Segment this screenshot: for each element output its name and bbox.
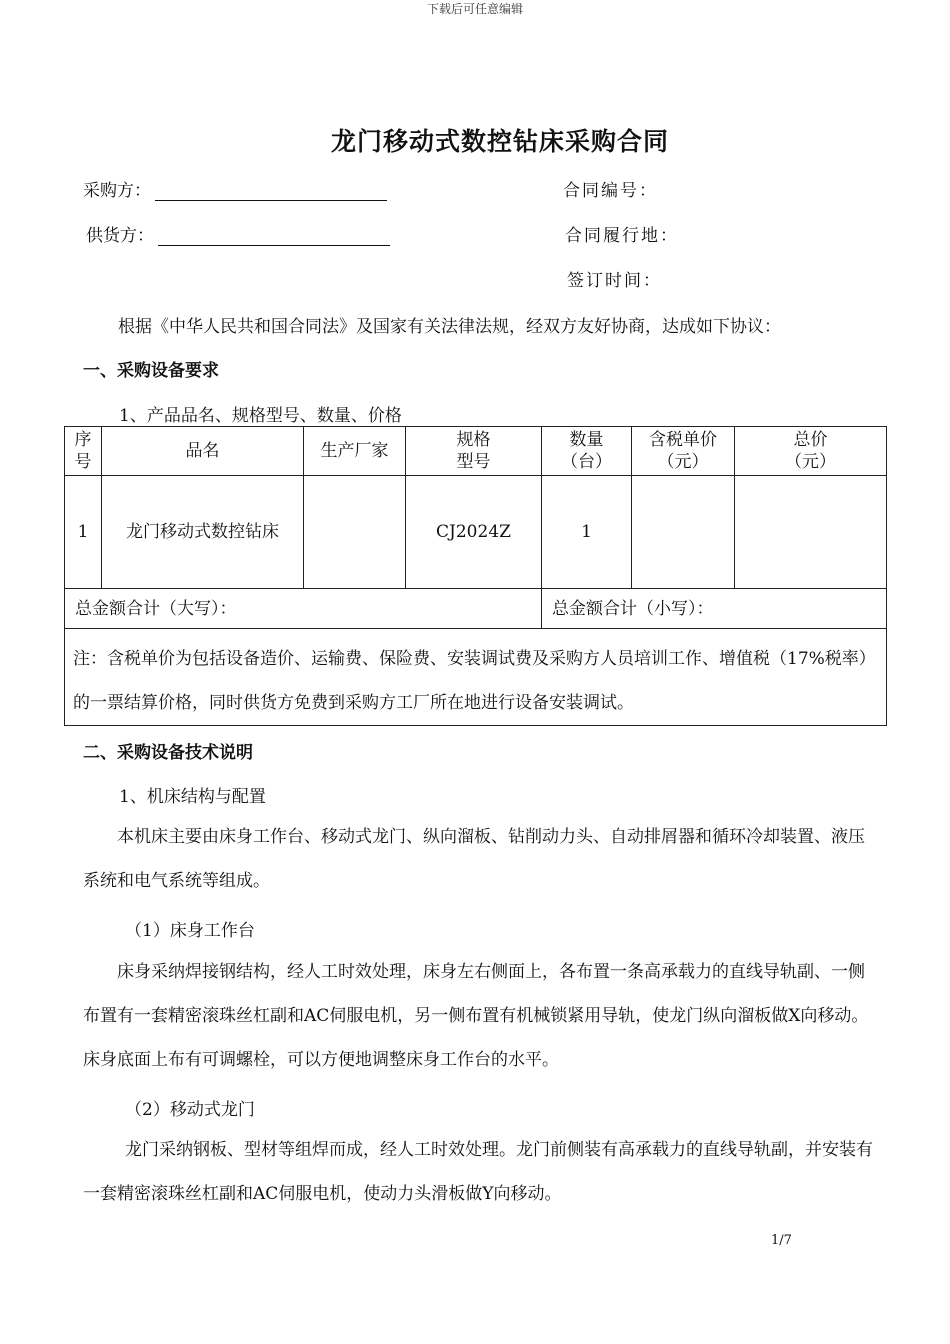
cell-qty: 1: [542, 476, 632, 589]
buyer-blank[interactable]: [155, 182, 387, 201]
table-header-row: [65, 427, 887, 476]
cell-unit-price[interactable]: [632, 476, 735, 589]
header-total: 总价 （元）: [735, 427, 887, 476]
section2-para1: 本机床主要由床身工作台、移动式龙门、纵向溜板、钻削动力头、自动排屑器和循环冷却装置、液压系统和电气系统等组成。: [83, 827, 865, 891]
total-upper-cell[interactable]: 总金额合计（大写）：: [65, 589, 542, 629]
header-seq: 序 号: [65, 427, 102, 476]
section2-item2: （2）移动式龙门: [125, 1100, 255, 1120]
supplier-field: [86, 221, 390, 246]
contract-no-label: 合同编号：: [563, 181, 658, 201]
section1-sub1: 1、产品品名、规格型号、数量、价格: [119, 406, 402, 426]
place-label: 合同履行地：: [565, 226, 679, 246]
supplier-blank[interactable]: [158, 227, 390, 246]
table-note: 注：含税单价为包括设备造价、运输费、保险费、安装调试费及采购方人员培训工作、增值税（17%税率）的一票结算价格，同时供货方免费到采购方工厂所在地进行设备安装调试。: [65, 629, 887, 726]
cell-seq: 1: [65, 476, 102, 589]
buyer-label: 采购方：: [83, 181, 151, 201]
total-lower-cell[interactable]: 总金额合计（小写）：: [542, 589, 887, 629]
section2-item1: （1）床身工作台: [125, 921, 255, 941]
cell-model: CJ2024Z: [406, 476, 542, 589]
header-qty: 数量 （台）: [542, 427, 632, 476]
cell-name: 龙门移动式数控钻床: [102, 476, 304, 589]
goods-table: [64, 426, 887, 726]
document-title: 龙门移动式数控钻床采购合同: [330, 127, 669, 156]
section2-sub1: 1、机床结构与配置: [119, 787, 266, 807]
supplier-label: 供货方：: [86, 226, 154, 246]
header-maker: 生产厂家: [304, 427, 406, 476]
header-unit-price: 含税单价 （元）: [632, 427, 735, 476]
section2-para3: 龙门采纳钢板、型材等组焊而成，经人工时效处理。龙门前侧装有高承载力的直线导轨副，并安装有一套精密滚珠丝杠副和AC伺服电机，使动力头滑板做Y向移动。: [83, 1140, 873, 1204]
preamble: 根据《中华人民共和国合同法》及国家有关法律法规，经双方友好协商，达成如下协议：: [118, 317, 781, 337]
table-row: [65, 476, 887, 589]
cell-maker[interactable]: [304, 476, 406, 589]
section2-para2: 床身采纳焊接钢结构，经人工时效处理，床身左右侧面上，各布置一条高承载力的直线导轨副、一侧布置有一套精密滚珠丝杠副和AC伺服电机，另一侧布置有机械锁紧用导轨，使龙门纵向溜板做X向移动。床身底面上布有可调螺栓，可以方便地调整床身工作台的水平。: [83, 962, 869, 1070]
section2-heading: 二、采购设备技术说明: [83, 743, 253, 763]
section1-heading: 一、采购设备要求: [83, 361, 219, 381]
table-total-row: [65, 589, 887, 629]
header-name: 品名: [102, 427, 304, 476]
table-note-row: [65, 629, 887, 726]
date-label: 签订时间：: [567, 271, 662, 291]
header-model: 规格 型号: [406, 427, 542, 476]
buyer-field: [83, 176, 387, 201]
page-number: 1/7: [771, 1233, 792, 1248]
cell-total[interactable]: [735, 476, 887, 589]
header-note: 下载后可任意编辑: [426, 2, 523, 16]
